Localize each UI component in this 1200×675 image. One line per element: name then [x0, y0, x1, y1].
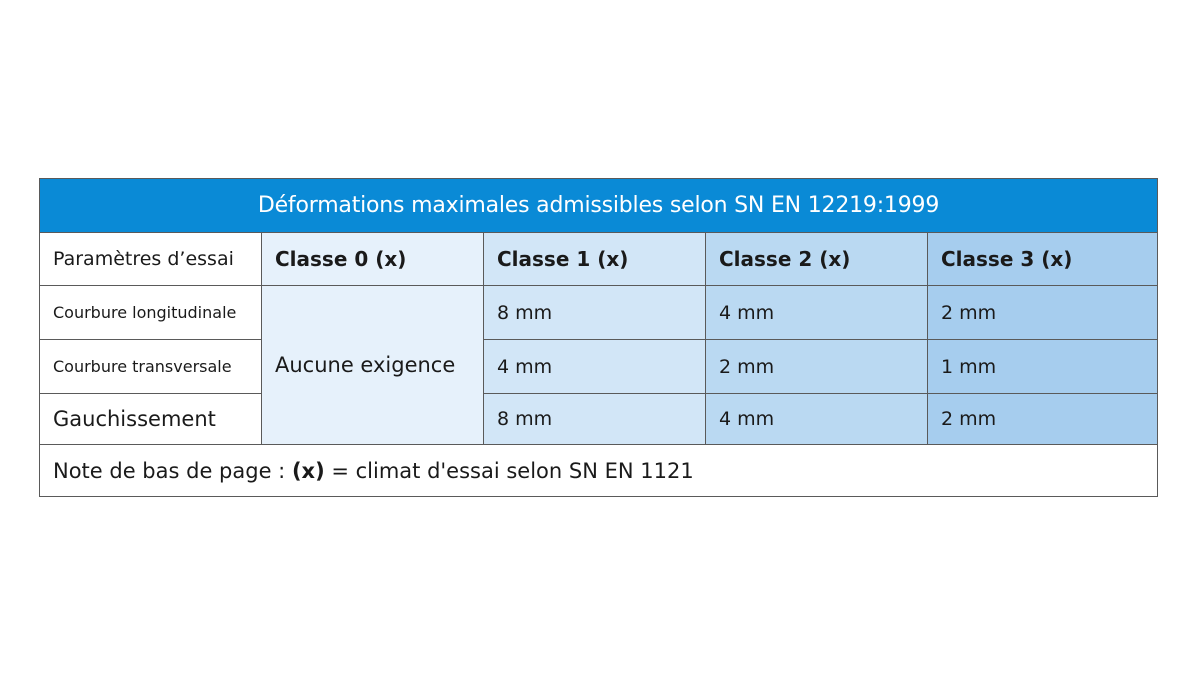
- table-grid: [40, 233, 1157, 445]
- row-param-longitudinal: Courbure longitudinale: [40, 286, 262, 340]
- row-param-warping: Gauchissement: [40, 394, 262, 445]
- table-cell: 4 mm: [706, 286, 928, 340]
- header-class-2: Classe 2 (x): [706, 233, 928, 286]
- footnote-suffix: = climat d'essai selon SN EN 1121: [324, 458, 694, 483]
- table-cell: 8 mm: [484, 394, 706, 445]
- header-class-0: Classe 0 (x): [262, 233, 484, 286]
- row-param-transversal: Courbure transversale: [40, 340, 262, 394]
- footnote-marker: (x): [291, 458, 325, 483]
- deformation-table: [39, 178, 1158, 497]
- table-cell: 4 mm: [706, 394, 928, 445]
- table-cell: 2 mm: [928, 394, 1157, 445]
- table-cell: 8 mm: [484, 286, 706, 340]
- table-cell: 4 mm: [484, 340, 706, 394]
- table-cell: 2 mm: [706, 340, 928, 394]
- table-cell: 1 mm: [928, 340, 1157, 394]
- header-class-3: Classe 3 (x): [928, 233, 1157, 286]
- table-cell: 2 mm: [928, 286, 1157, 340]
- header-param: Paramètres d’essai: [40, 233, 262, 286]
- table-title: Déformations maximales admissibles selon SN EN 12219:1999: [40, 179, 1157, 233]
- footnote-prefix: Note de bas de page :: [53, 458, 292, 483]
- table-footnote: [40, 445, 1157, 496]
- header-class-1: Classe 1 (x): [484, 233, 706, 286]
- class-0-no-requirement: Aucune exigence: [262, 286, 484, 445]
